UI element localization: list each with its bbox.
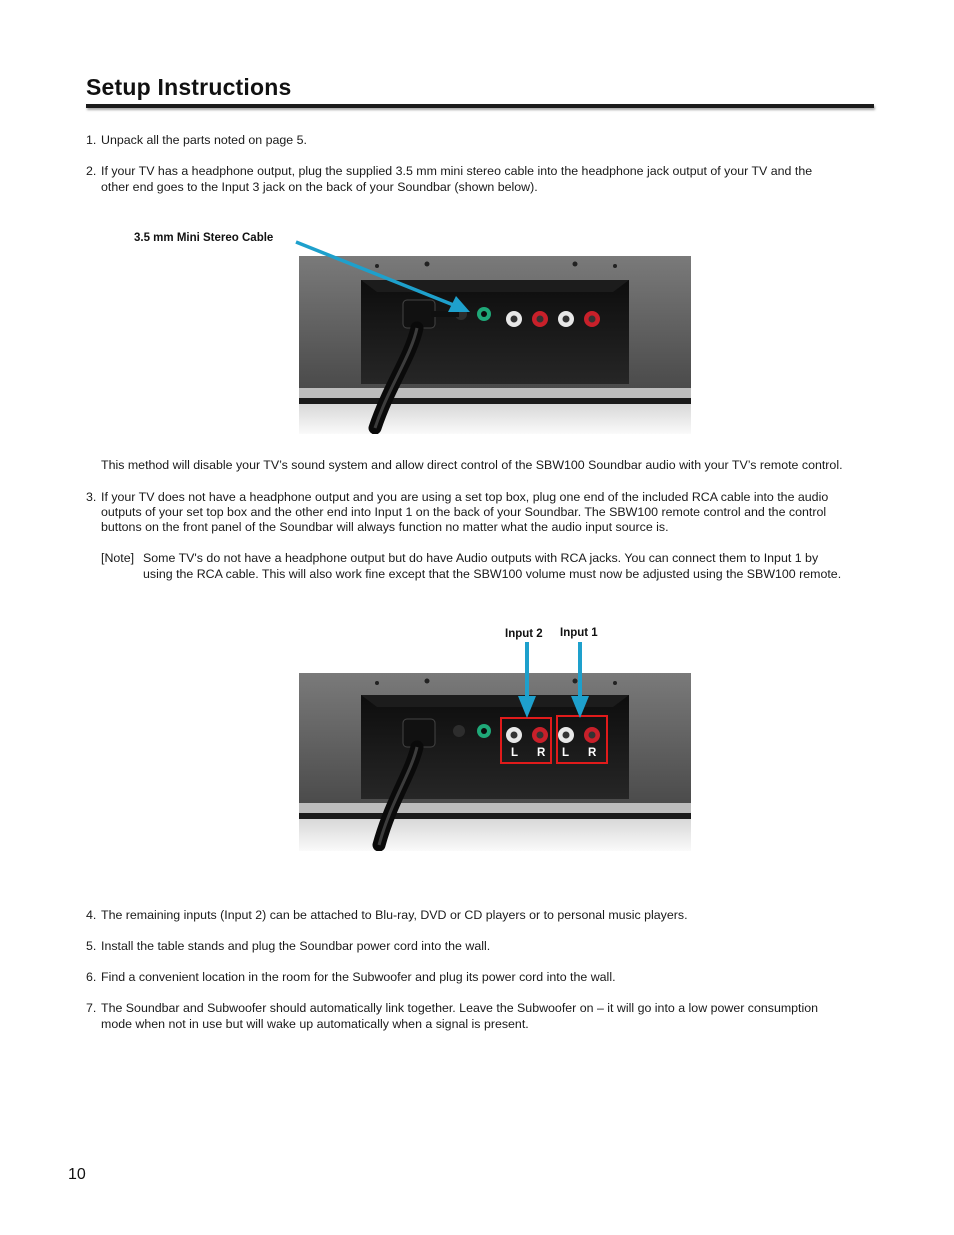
- step-2-number: 2.: [86, 164, 97, 178]
- input-1-right-label: R: [588, 747, 597, 759]
- soundbar-photo-rca-inputs: [299, 673, 691, 851]
- step-5-text: Install the table stands and plug the Soundbar power cord into the wall.: [101, 939, 491, 953]
- step-3-line-2: outputs of your set top box and the other end into Input 1 on the back of your Soundbar. The SBW100 remote control and the control: [101, 505, 827, 519]
- input-1-label: Input 1: [560, 627, 598, 639]
- callout-arrow-input-1: [569, 640, 591, 720]
- note-tag: [Note]: [101, 551, 135, 565]
- note-line-2: using the RCA cable. This will also work fine except that the SBW100 volume must now be adjusted using the SBW100 remote.: [143, 567, 842, 581]
- input-2-label: Input 2: [505, 628, 543, 640]
- step-7-line-2: mode when not in use but will wake up automatically when a signal is present.: [101, 1017, 529, 1031]
- step-2-line-2: other end goes to the Input 3 jack on the back of your Soundbar (shown below).: [101, 180, 538, 194]
- step-1-text: Unpack all the parts noted on page 5.: [101, 133, 307, 147]
- step-2-line-1: If your TV has a headphone output, plug the supplied 3.5 mm mini stereo cable into the headphone jack output of your TV and the: [101, 164, 813, 178]
- input-2-left-label: L: [511, 747, 519, 759]
- step-6-number: 6.: [86, 970, 97, 984]
- step-3-line-1: If your TV does not have a headphone output and you are using a set top box, plug one end of the included RCA cable into the audio: [101, 490, 829, 504]
- step-4-text: The remaining inputs (Input 2) can be attached to Blu-ray, DVD or CD players or to personal music players.: [101, 908, 688, 922]
- step-6-text: Find a convenient location in the room for the Subwoofer and plug its power cord into the wall.: [101, 970, 616, 984]
- step-1-number: 1.: [86, 133, 97, 147]
- mini-stereo-cable-label: 3.5 mm Mini Stereo Cable: [134, 232, 274, 244]
- step-4-number: 4.: [86, 908, 97, 922]
- step-3-line-3: buttons on the front panel of the Soundbar will always function no matter what the audio input source is.: [101, 520, 669, 534]
- input-2-right-label: R: [537, 747, 546, 759]
- title-rule: [86, 104, 874, 108]
- callout-arrow-input-2: [516, 640, 538, 720]
- method-note: This method will disable your TV’s sound system and allow direct control of the SBW100 Soundbar audio with your TV’s remote control.: [101, 458, 843, 472]
- step-7-line-1: The Soundbar and Subwoofer should automatically link together. Leave the Subwoofer on – it will go into a low power consumption: [101, 1001, 819, 1015]
- input-1-left-label: L: [562, 747, 570, 759]
- step-3-number: 3.: [86, 490, 97, 504]
- note-line-1: Some TV's do not have a headphone output but do have Audio outputs with RCA jacks. You can connect them to Input 1 by: [143, 551, 819, 565]
- callout-arrow-headphone-jack: [290, 228, 490, 318]
- page-title: Setup Instructions: [86, 74, 292, 100]
- step-7-number: 7.: [86, 1001, 97, 1015]
- step-5-number: 5.: [86, 939, 97, 953]
- page-number: 10: [68, 1166, 86, 1183]
